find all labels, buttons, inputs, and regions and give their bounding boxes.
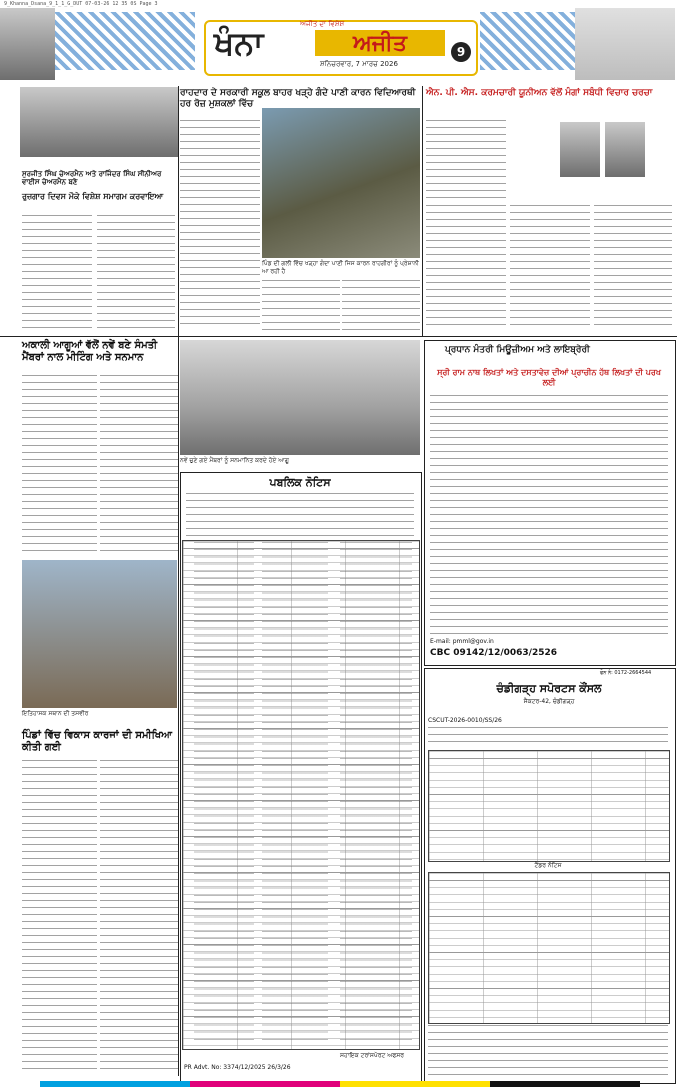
tender-section: ਟੈਂਡਰ ਨੋਟਿਸ [534,862,562,869]
header-photo-right [575,8,675,80]
tender-phone: ਫੋਨ ਨੰ: 0172-2664544 [600,670,652,676]
divider-1 [0,336,677,337]
public-notice-intro [186,493,414,538]
rule-left [178,86,179,1076]
masthead-tagline: ਅਜੀਤ ਦਾ ਵਿਸ਼ੇਸ਼ [300,20,345,28]
right-text-3 [510,205,590,325]
top-left-text [22,215,92,333]
public-notice-table-col3 [340,542,412,1042]
left-text-2b [100,375,178,555]
left-caption-3: ਇਤਿਹਾਸਕ ਸਥਾਨ ਦੀ ਤਸਵੀਰ [22,710,89,717]
group-caption: ਨਵੇਂ ਚੁਣੇ ਗਏ ਮੈਂਬਰਾਂ ਨੂੰ ਸਨਮਾਨਿਤ ਕਰਦੇ ਹੋਏ ਆਗੂ [180,457,289,464]
right-text-1 [426,120,506,200]
center-caption: ਪਿੰਡ ਦੀ ਗਲੀ ਵਿੱਚ ਖੜ੍ਹਾ ਗੰਦਾ ਪਾਣੀ ਜਿਸ ਕਾਰਨ ਰਾਹਗੀਰਾਂ ਨੂੰ ਪ੍ਰੇਸ਼ਾਨੀ ਆ ਰਹੀ ਹੈ [262,260,419,275]
left-text-3a [22,760,97,1070]
museum-ad-subtitle: ਸ੍ਰੀ ਰਾਮ ਨਾਥ ਲਿਖਤਾਂ ਅਤੇ ਦਸਤਾਵੇਜ਼ ਦੀਆਂ ਪ੍ਰਾਚੀਨ ਹੱਥ ਲਿਖਤਾਂ ਦੀ ਪਰਖ ਲਈ [437,368,661,387]
right-text-4 [594,205,672,325]
public-notice-table-col1 [194,542,254,1042]
top-left-headline: ਰੁਜ਼ਗਾਰ ਦਿਵਸ ਮੌਕੇ ਵਿਸ਼ੇਸ਼ ਸਮਾਗਮ ਕਰਵਾਇਆ [22,192,164,201]
museum-ad-text [430,395,668,635]
right-portrait-1 [560,122,600,177]
left-text-3b [100,760,178,1070]
tender-intro [428,727,668,747]
tender-ref: CSCUT-2026-0010/SS/26 [428,717,502,724]
top-left-text-2 [97,215,175,333]
center-text-col2 [262,280,340,330]
tender-table-2 [428,872,670,1024]
group-photo [180,340,420,455]
museum-ad-email: E-mail: pmml@gov.in [430,638,494,645]
museum-ad-code: CBC 09142/12/0063/2526 [430,648,557,658]
tender-title: ਚੰਡੀਗੜ੍ਹ ਸਪੋਰਟਸ ਕੌਂਸਲ [496,682,602,695]
header-photo-left [0,8,55,80]
tender-table-1 [428,750,670,862]
tender-address: ਸੈਕਟਰ-42, ਚੰਡੀਗੜ੍ਹ [523,698,575,705]
left-text-2a [22,375,97,555]
public-notice-footer-right: ਸਹਾਇਕ ਟਰਾਂਸਪੋਰਟ ਅਫਸਰ [340,1052,405,1059]
mid-left-headline: ਸੁਰਜੀਤ ਸਿੰਘ ਚੇਅਰਮੈਨ ਅਤੇ ਰਾਜਿੰਦਰ ਸਿੰਘ ਸੀਨੀਅਰ ਵਾਈਸ ਚੇਅਰਮੈਨ ਬਣੇ [22,170,162,187]
public-notice-table-col2 [262,542,328,1042]
masthead-date: ਸ਼ਨਿਚਰਵਾਰ, 7 ਮਾਰਚ 2026 [320,60,398,68]
public-notice-footer-left: PR Advt. No: 3374/12/2025 26/3/26 [184,1064,291,1071]
rule-right [422,86,423,336]
right-text-2 [426,205,506,325]
center-headline: ਰਾਹਦਾਰ ਦੇ ਸਰਕਾਰੀ ਸਕੂਲ ਬਾਹਰ ਖੜ੍ਹੇ ਗੰਦੇ ਪਾਣੀ ਕਾਰਨ ਵਿਦਿਆਰਥੀ ਹਰ ਰੋਜ਼ ਮੁਸ਼ਕਲਾਂ ਵਿੱਚ [180,88,416,109]
print-color-bar [40,1081,640,1087]
center-text-col3 [342,280,420,330]
masthead-title-left: ਖੰਨਾ [214,24,264,62]
left-photo-3 [22,560,177,708]
header-pattern-left [55,12,195,70]
center-photo-street [262,108,420,258]
top-left-photo [20,87,178,157]
page-slug: 9_Khanna_Dsana_9_1_1_G_DUT 07-03-26 12 35 0S Page 3 [4,1,158,7]
center-text-col1 [180,120,260,330]
page-number: 9 [451,42,471,62]
header-pattern-right [480,12,575,70]
left-headline-2: ਅਕਾਲੀ ਆਗੂਆਂ ਵੱਲੋਂ ਨਵੇਂ ਬਣੇ ਸੰਮਤੀ ਮੈਂਬਰਾਂ ਨਾਲ ਮੀਟਿੰਗ ਅਤੇ ਸਨਮਾਨ [22,340,158,363]
masthead-title-right: ਅਜੀਤ [315,30,445,56]
right-portrait-2 [605,122,645,177]
right-headline: ਐਨ. ਪੀ. ਐਸ. ਕਰਮਚਾਰੀ ਯੂਨੀਅਨ ਵੱਲੋਂ ਮੰਗਾਂ ਸਬੰਧੀ ਵਿਚਾਰ ਚਰਚਾ [426,88,653,98]
tender-footer-text [428,1025,668,1075]
museum-ad-title: ਪ੍ਰਧਾਨ ਮੰਤਰੀ ਮਿਊਜ਼ੀਅਮ ਅਤੇ ਲਾਇਬ੍ਰੇਰੀ [445,345,590,355]
public-notice-title: ਪਬਲਿਕ ਨੋਟਿਸ [269,476,331,489]
left-headline-3: ਪਿੰਡਾਂ ਵਿੱਚ ਵਿਕਾਸ ਕਾਰਜਾਂ ਦੀ ਸਮੀਖਿਆ ਕੀਤੀ ਗਈ [22,730,173,753]
